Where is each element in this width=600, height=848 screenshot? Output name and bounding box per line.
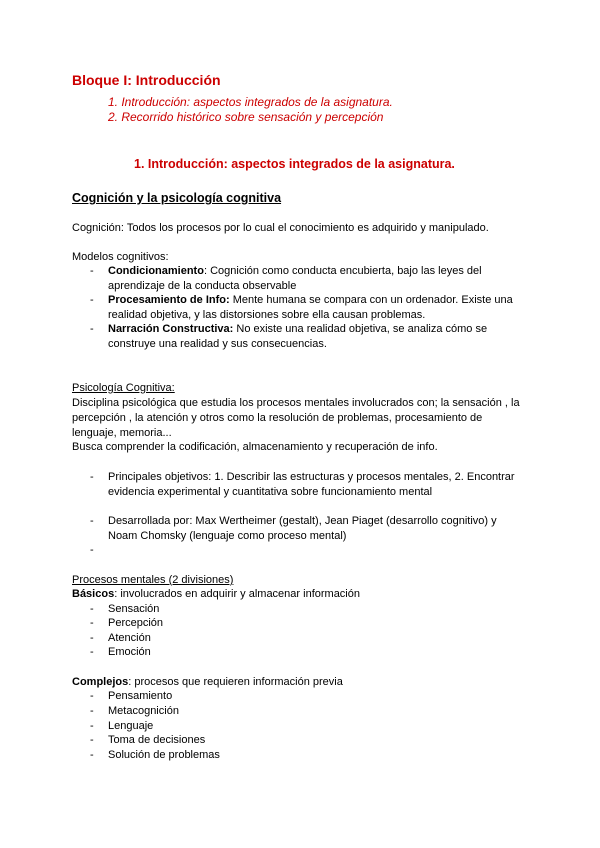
modelos-heading: Modelos cognitivos: (72, 251, 169, 263)
complejos-line (72, 676, 343, 688)
bloque-title: Bloque I: Introducción (72, 72, 221, 88)
list-dash: - (90, 632, 94, 644)
subsection-title: Cognición y la psicología cognitiva (72, 191, 282, 205)
complejos-desc: : procesos que requieren información previa (128, 676, 343, 688)
basicos-item: Emoción (108, 646, 151, 658)
psicologia-heading: Psicología Cognitiva: (72, 382, 175, 394)
objetivos-line-2: evidencia experimental y cuantitativa sobre funcionamiento mental (108, 486, 433, 498)
modelo-item-2 (108, 294, 513, 306)
psicologia-line-3: lenguaje, memoria... (72, 427, 172, 439)
basicos-line (72, 588, 360, 600)
modelo-text: Mente humana se compara con un ordenador. Existe una (232, 294, 513, 306)
basicos-desc: : involucrados en adquirir y almacenar información (114, 588, 360, 600)
psicologia-line-2: percepción , la atención y otros como la resolución de problemas, procesamiento de (72, 412, 483, 424)
complejos-label: Complejos (72, 676, 129, 688)
objetivos-line-1: Principales objetivos: 1. Describir las estructuras y procesos mentales, 2. Encontrar (108, 471, 515, 483)
complejos-item: Metacognición (108, 705, 179, 717)
list-dash: - (90, 646, 94, 658)
procesos-heading: Procesos mentales (2 divisiones) (72, 574, 234, 586)
toc-item-1[interactable]: 1. Introducción: aspectos integrados de la asignatura. (108, 95, 393, 109)
toc-item-2[interactable]: 2. Recorrido histórico sobre sensación y percepción (108, 110, 384, 124)
desarrollada-line-2: Noam Chomsky (lenguaje como proceso mental) (108, 530, 347, 542)
modelo-item-3 (108, 323, 487, 335)
complejos-item: Solución de problemas (108, 749, 220, 761)
modelo-item-1-cont: aprendizaje de la conducta observable (108, 280, 297, 292)
list-dash: - (90, 690, 94, 702)
psicologia-line-4: Busca comprender la codificación, almacenamiento y recuperación de info. (72, 441, 438, 453)
modelo-term: Procesamiento de Info: (108, 294, 230, 306)
basicos-item: Atención (108, 632, 151, 644)
list-dash: - (90, 603, 94, 615)
list-dash: - (90, 323, 94, 335)
complejos-item: Pensamiento (108, 690, 173, 702)
complejos-item: Lenguaje (108, 720, 154, 732)
complejos-item: Toma de decisiones (108, 734, 206, 746)
modelo-term: Condicionamiento (108, 265, 204, 277)
list-dash: - (90, 734, 94, 746)
basicos-item: Sensación (108, 603, 160, 615)
modelo-text: No existe una realidad objetiva, se analiza cómo se (236, 323, 488, 335)
list-dash: - (90, 294, 94, 306)
list-dash: - (90, 705, 94, 717)
list-dash: - (90, 749, 94, 761)
modelo-sep: : (203, 265, 211, 277)
desarrollada-line-1: Desarrollada por: Max Wertheimer (gestalt), Jean Piaget (desarrollo cognitivo) y (108, 515, 497, 527)
cognicion-definition: Cognición: Todos los procesos por lo cual el conocimiento es adquirido y manipulado. (72, 222, 489, 234)
modelo-term: Narración Constructiva: (108, 323, 234, 335)
basicos-label: Básicos (72, 588, 115, 600)
modelo-item-2-cont: realidad objetiva, y las distorsiones sobre ella causan problemas. (108, 309, 426, 321)
list-dash-empty: - (90, 544, 94, 556)
list-dash: - (90, 471, 94, 483)
section-title: 1. Introducción: aspectos integrados de la asignatura. (134, 157, 455, 171)
modelo-item-1 (108, 265, 482, 277)
modelo-item-3-cont: construye una realidad y sus consecuencias. (108, 338, 327, 350)
psicologia-line-1: Disciplina psicológica que estudia los procesos mentales involucrados con; la sensación , la (72, 397, 520, 409)
modelo-text: Cognición como conducta encubierta, bajo las leyes del (210, 265, 482, 277)
list-dash: - (90, 265, 94, 277)
list-dash: - (90, 720, 94, 732)
list-dash: - (90, 515, 94, 527)
basicos-item: Percepción (108, 617, 164, 629)
list-dash: - (90, 617, 94, 629)
